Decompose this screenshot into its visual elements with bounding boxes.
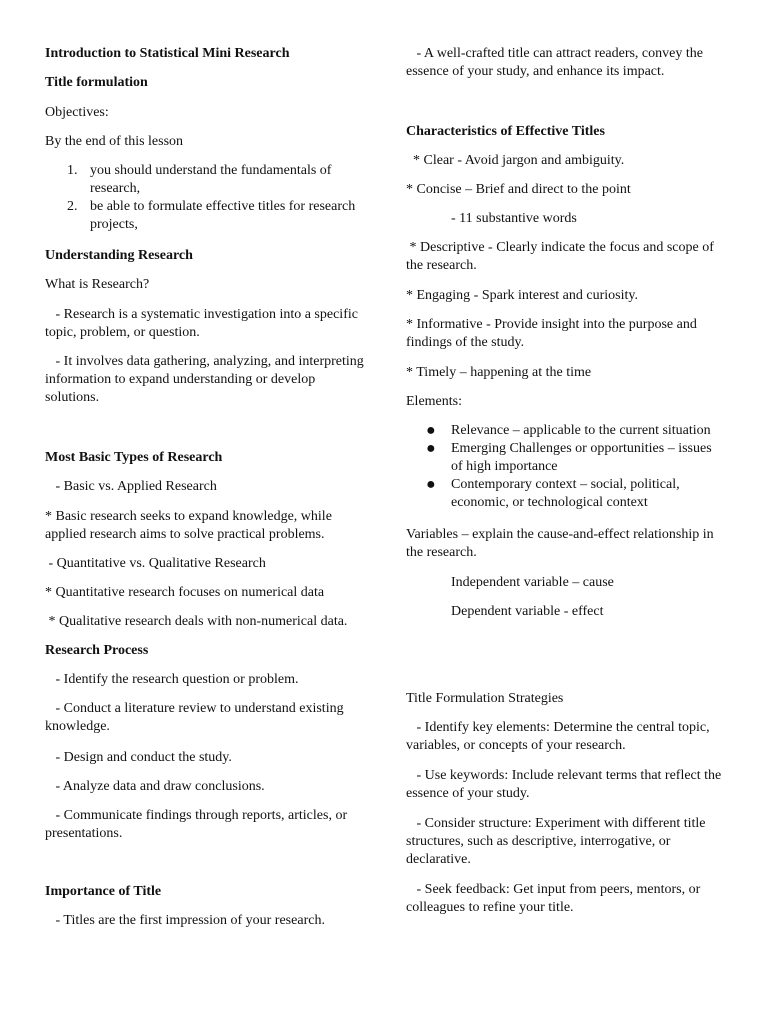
objectives-label: Objectives:: [45, 105, 109, 120]
elements-list: [406, 422, 724, 512]
list-item: - Consider structure: Experiment with different title structures, such as descriptive, interrogative, or declarative.: [406, 816, 709, 867]
paragraph: * Engaging - Spark interest and curiosity.: [406, 288, 638, 303]
paragraph: - A well-crafted title can attract readers, convey the essence of your study, and enhance its impact.: [406, 46, 707, 79]
list-item: - Seek feedback: Get input from peers, mentors, or colleagues to refine your title.: [406, 882, 704, 915]
paragraph: - 11 substantive words: [451, 211, 577, 226]
list-item: - Analyze data and draw conclusions.: [45, 779, 265, 794]
list-item: ● Relevance – applicable to the current situation: [426, 422, 711, 439]
paragraph: - Quantitative vs. Qualitative Research: [45, 556, 266, 571]
section-heading: Title Formulation Strategies: [406, 691, 564, 706]
section-heading: Understanding Research: [45, 248, 193, 263]
paragraph: - It involves data gathering, analyzing, and interpreting information to expand understanding or develop solutions.: [45, 354, 368, 405]
paragraph: * Quantitative research focuses on numerical data: [45, 585, 325, 600]
paragraph: - Titles are the first impression of your research.: [45, 913, 325, 928]
paragraph: Dependent variable - effect: [451, 604, 604, 619]
paragraph: Variables – explain the cause-and-effect relationship in the research.: [406, 527, 714, 560]
document-title: Introduction to Statistical Mini Research: [45, 46, 290, 61]
section-heading: Research Process: [45, 643, 149, 658]
paragraph: * Basic research seeks to expand knowledge, while applied research aims to solve practical problems.: [45, 509, 332, 542]
paragraph: * Qualitative research deals with non-numerical data.: [45, 614, 348, 629]
list-item: - Design and conduct the study.: [45, 750, 232, 765]
paragraph: * Timely – happening at the time: [406, 365, 592, 380]
paragraph: - Basic vs. Applied Research: [45, 479, 217, 494]
bullet-icon: ●: [426, 476, 436, 493]
paragraph: - Research is a systematic investigation into a specific topic, problem, or question.: [45, 307, 362, 340]
paragraph: Independent variable – cause: [451, 575, 614, 590]
list-item: 1. you should understand the fundamentals of research,: [67, 163, 332, 196]
bullet-icon: ●: [426, 440, 436, 457]
paragraph: What is Research?: [45, 277, 150, 292]
paragraph: * Clear - Avoid jargon and ambiguity.: [406, 153, 625, 168]
list-item: - Identify key elements: Determine the central topic, variables, or concepts of your research.: [406, 720, 714, 753]
list-item: - Communicate findings through reports, articles, or presentations.: [45, 808, 351, 841]
list-item: ● Emerging Challenges or opportunities – issues of high importance: [426, 440, 712, 474]
list-item: - Use keywords: Include relevant terms that reflect the essence of your study.: [406, 768, 725, 801]
list-item: - Identify the research question or problem.: [45, 672, 299, 687]
list-item: ● Contemporary context – social, political, economic, or technological context: [426, 476, 680, 510]
section-heading: Importance of Title: [45, 884, 162, 899]
paragraph: * Informative - Provide insight into the purpose and findings of the study.: [406, 317, 697, 350]
section-heading: Most Basic Types of Research: [45, 450, 223, 465]
bullet-icon: ●: [426, 422, 436, 439]
list-item: 2. be able to formulate effective titles for research projects,: [67, 199, 356, 232]
paragraph: * Descriptive - Clearly indicate the focus and scope of the research.: [406, 240, 718, 273]
objectives-list: [45, 162, 365, 234]
elements-label: Elements:: [406, 394, 462, 409]
list-item: - Conduct a literature review to understand existing knowledge.: [45, 701, 348, 734]
objectives-intro: By the end of this lesson: [45, 134, 184, 149]
document-subtitle: Title formulation: [45, 75, 148, 90]
paragraph: * Concise – Brief and direct to the point: [406, 182, 631, 197]
section-heading: Characteristics of Effective Titles: [406, 124, 605, 139]
